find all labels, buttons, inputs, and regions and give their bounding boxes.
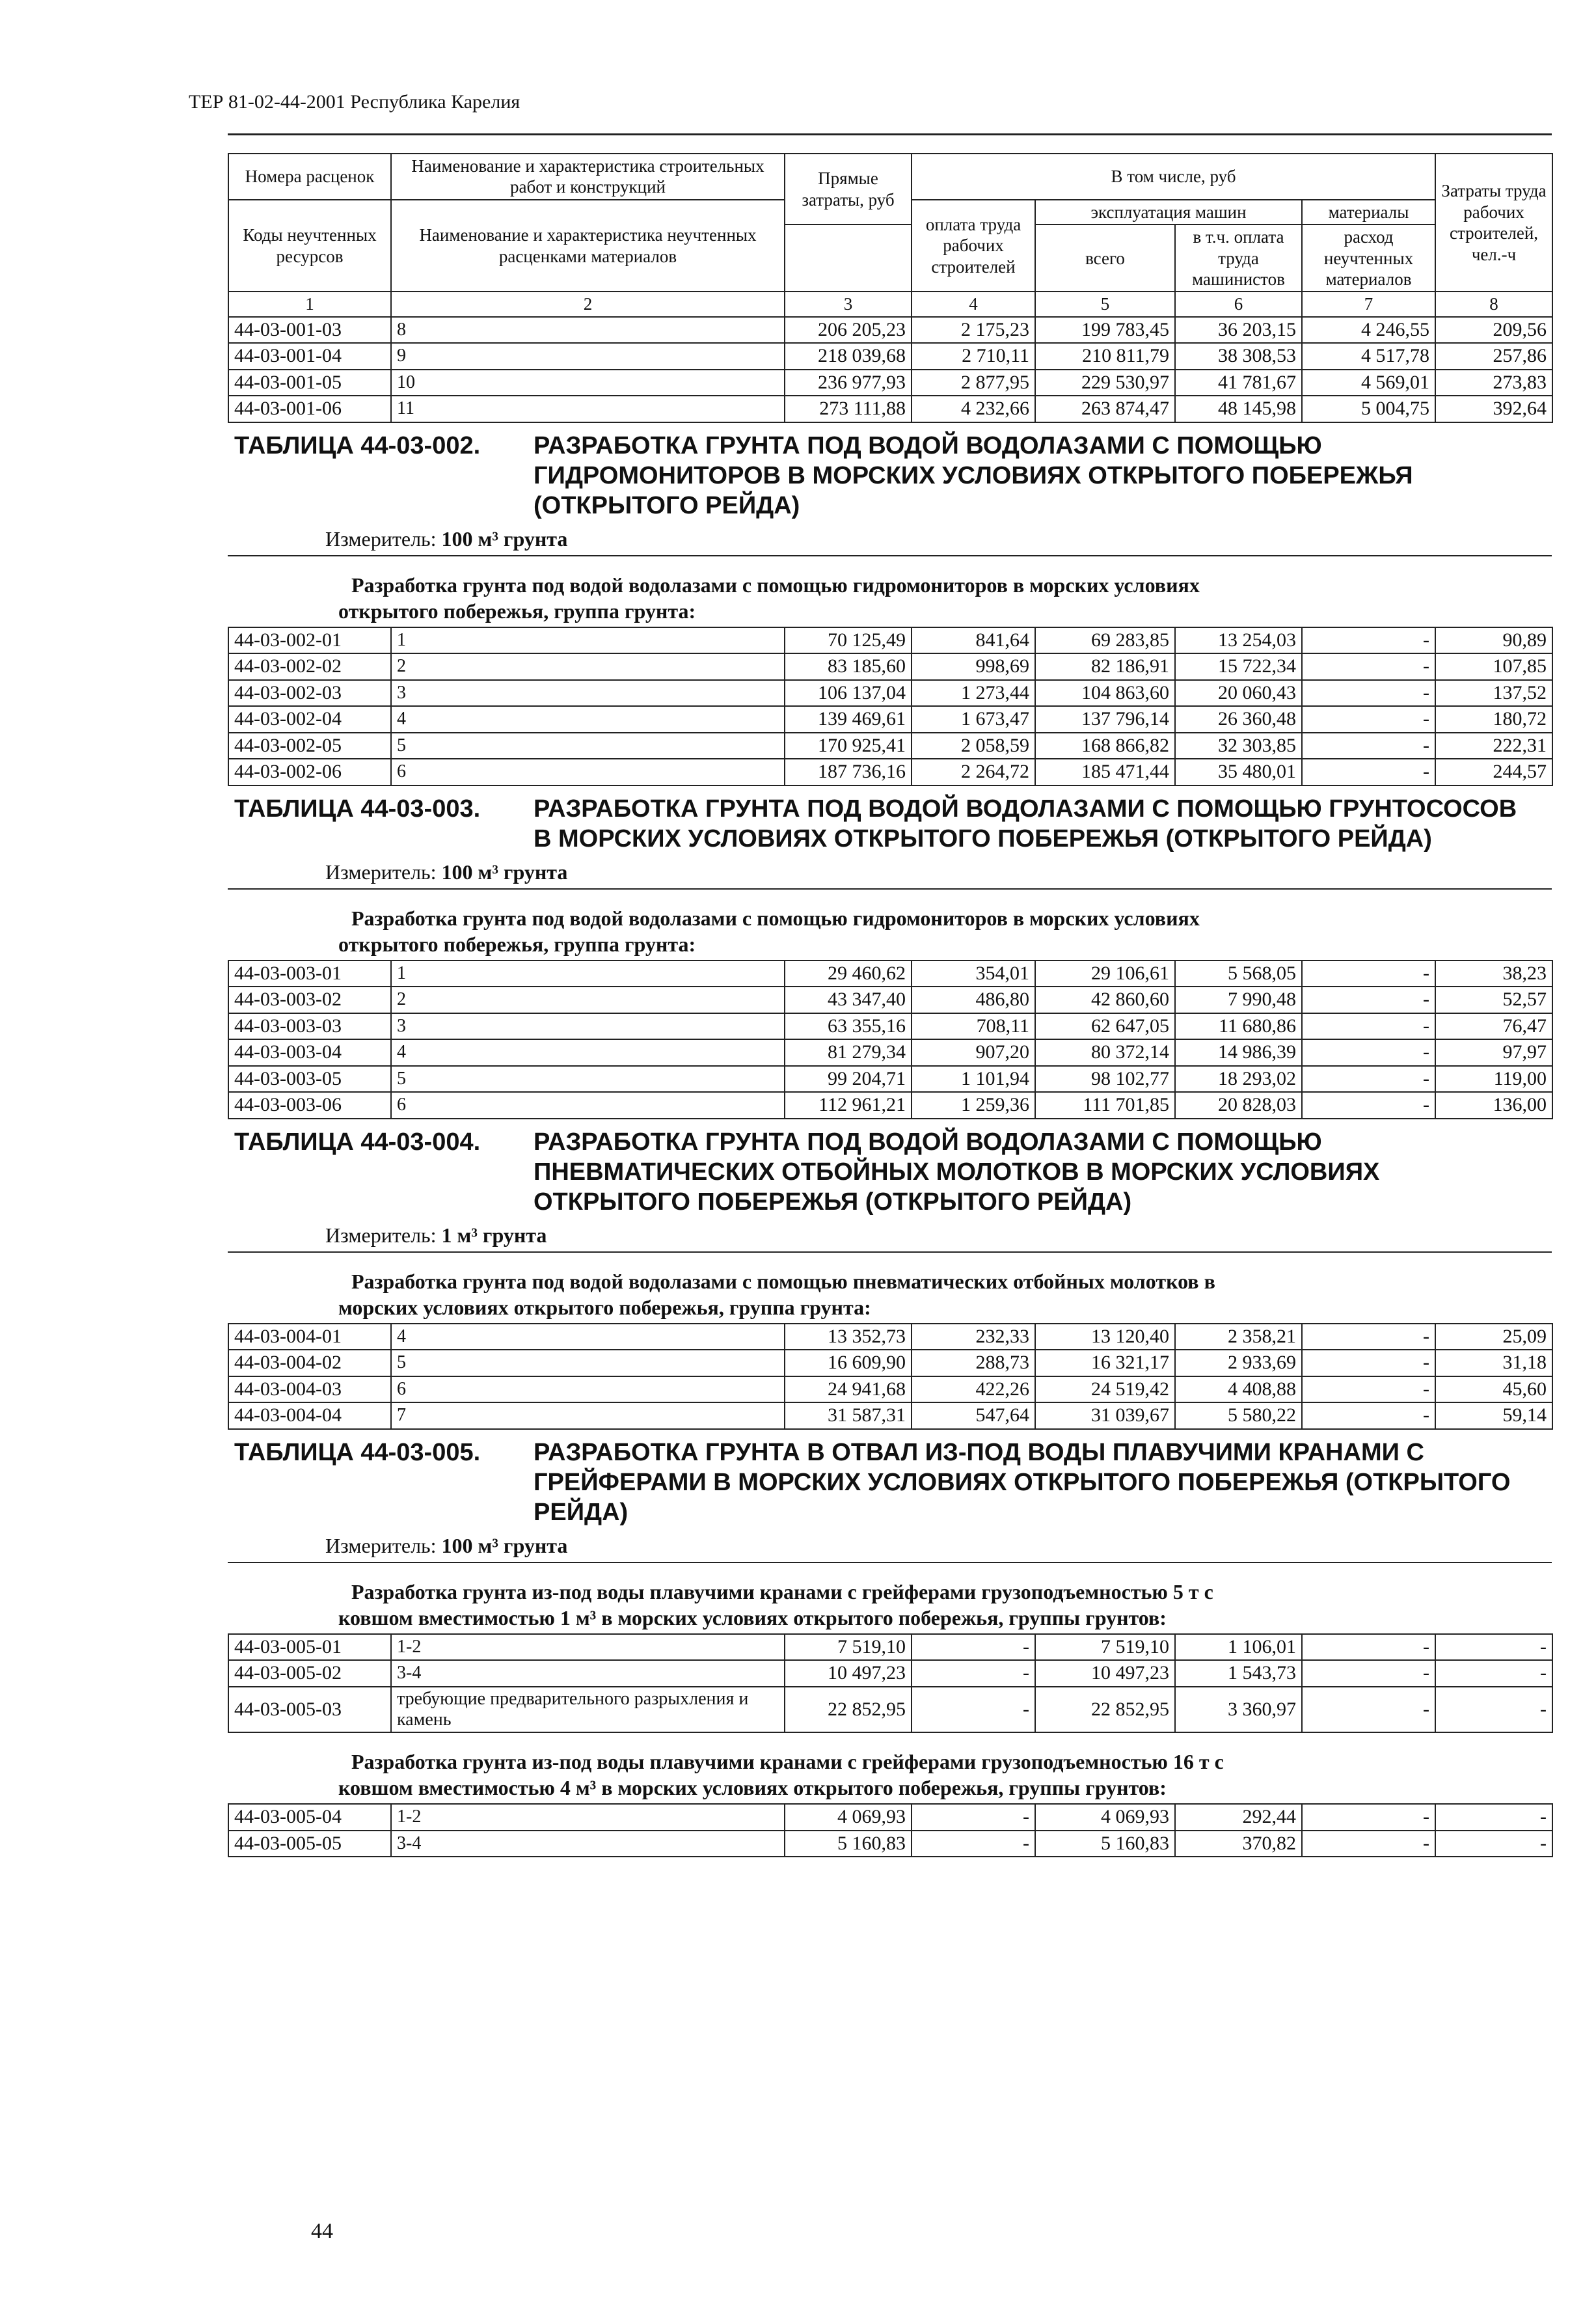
rate-code-cell: 44-03-004-03 [228, 1376, 391, 1403]
table-row [228, 1350, 1552, 1376]
operator-wages-cell: 15 722,34 [1175, 653, 1302, 680]
work-name-cell: 2 [391, 987, 785, 1013]
table-row [228, 1013, 1552, 1040]
rate-code-cell: 44-03-005-04 [228, 1804, 391, 1831]
direct-costs-cell: 22 852,95 [785, 1687, 912, 1732]
materials-cell: 5 004,75 [1302, 396, 1435, 422]
rate-code-cell: 44-03-002-01 [228, 627, 391, 654]
direct-costs-cell: 273 111,88 [785, 396, 912, 422]
labor-costs-cell: 209,56 [1435, 317, 1552, 344]
labor-costs-cell: 392,64 [1435, 396, 1552, 422]
col-work-name-header: Наименование и характеристика строительных работ и конструкций [391, 154, 785, 200]
materials-cell: - [1302, 1831, 1435, 1857]
operator-wages-cell: 4 408,88 [1175, 1376, 1302, 1403]
labor-costs-cell: 52,57 [1435, 987, 1552, 1013]
work-name-cell: 3-4 [391, 1831, 785, 1857]
col-machines-total-header: всего [1035, 225, 1175, 292]
direct-costs-cell: 5 160,83 [785, 1831, 912, 1857]
machines-total-cell: 29 106,61 [1035, 961, 1175, 987]
section-title [228, 1430, 1552, 1527]
machines-total-cell: 69 283,85 [1035, 627, 1175, 654]
materials-cell: - [1302, 1324, 1435, 1350]
materials-cell: - [1302, 1634, 1435, 1661]
materials-cell: - [1302, 653, 1435, 680]
labor-costs-cell: 31,18 [1435, 1350, 1552, 1376]
group-heading-line: Разработка грунта из-под воды плавучими кранами с грейферами грузоподъемностью 16 т с [351, 1750, 1224, 1774]
work-name-cell: 8 [391, 317, 785, 344]
materials-cell: - [1302, 1350, 1435, 1376]
operator-wages-cell: 41 781,67 [1175, 370, 1302, 396]
labor-costs-cell: 45,60 [1435, 1376, 1552, 1403]
worker-wages-cell: 2 710,11 [912, 343, 1035, 370]
col-rate-number-header: Номера расценок [228, 154, 391, 200]
rate-code-cell: 44-03-002-04 [228, 706, 391, 733]
labor-costs-cell: 90,89 [1435, 627, 1552, 654]
table-row [228, 706, 1552, 733]
materials-cell: - [1302, 1402, 1435, 1429]
rates-page [228, 153, 1552, 1857]
operator-wages-cell: 3 360,97 [1175, 1687, 1302, 1732]
direct-costs-cell: 139 469,61 [785, 706, 912, 733]
rate-code-cell: 44-03-003-04 [228, 1039, 391, 1066]
col-number: 5 [1035, 292, 1175, 316]
materials-cell: - [1302, 733, 1435, 759]
table-row [228, 1660, 1552, 1687]
operator-wages-cell: 20 828,03 [1175, 1092, 1302, 1119]
work-name-cell: 7 [391, 1402, 785, 1429]
rate-code-cell: 44-03-003-03 [228, 1013, 391, 1040]
section-title-text: РАЗРАБОТКА ГРУНТА В ОТВАЛ ИЗ-ПОД ВОДЫ ПЛАВУЧИМИ КРАНАМИ С ГРЕЙФЕРАМИ В МОРСКИХ УСЛОВИЯХ ОТКРЫТОГО ПОБЕРЕЖЬЯ (ОТКРЫТОГО РЕЙДА) [534, 1438, 1511, 1526]
table-row [228, 317, 1552, 344]
worker-wages-cell: - [912, 1804, 1035, 1831]
group-heading-line: Разработка грунта из-под воды плавучими кранами с грейферами грузоподъемностью 5 т с [351, 1579, 1213, 1603]
worker-wages-cell: 486,80 [912, 987, 1035, 1013]
rates-table [228, 627, 1553, 786]
table-row [228, 370, 1552, 396]
rates-table [228, 1803, 1553, 1857]
section-label: ТАБЛИЦА 44-03-004. [234, 1128, 481, 1156]
machines-total-cell: 7 519,10 [1035, 1634, 1175, 1661]
worker-wages-cell: 547,64 [912, 1402, 1035, 1429]
worker-wages-cell: 422,26 [912, 1376, 1035, 1403]
unit-line [228, 1217, 1552, 1253]
rates-table [228, 1633, 1553, 1733]
materials-cell: - [1302, 961, 1435, 987]
worker-wages-cell: 2 264,72 [912, 759, 1035, 785]
direct-costs-cell: 10 497,23 [785, 1660, 912, 1687]
section-label: ТАБЛИЦА 44-03-003. [234, 795, 481, 823]
work-name-cell: 5 [391, 1066, 785, 1093]
rate-code-cell: 44-03-005-01 [228, 1634, 391, 1661]
group-heading [228, 1253, 1552, 1323]
table-row [228, 627, 1552, 654]
col-material-consumption-header: расход неучтенных материалов [1302, 225, 1435, 292]
col-number: 8 [1435, 292, 1552, 316]
operator-wages-cell: 18 293,02 [1175, 1066, 1302, 1093]
worker-wages-cell: 1 259,36 [912, 1092, 1035, 1119]
labor-costs-cell: 107,85 [1435, 653, 1552, 680]
table-row [228, 733, 1552, 759]
machines-total-cell: 111 701,85 [1035, 1092, 1175, 1119]
rate-code-cell: 44-03-001-03 [228, 317, 391, 344]
materials-cell: - [1302, 1013, 1435, 1040]
rate-code-cell: 44-03-003-05 [228, 1066, 391, 1093]
table-row [228, 987, 1552, 1013]
table-row [228, 1831, 1552, 1857]
labor-costs-cell: - [1435, 1831, 1552, 1857]
machines-total-cell: 24 519,42 [1035, 1376, 1175, 1403]
labor-costs-cell: 136,00 [1435, 1092, 1552, 1119]
worker-wages-cell: 998,69 [912, 653, 1035, 680]
work-name-cell: 11 [391, 396, 785, 422]
rate-code-cell: 44-03-002-02 [228, 653, 391, 680]
rate-code-cell: 44-03-001-06 [228, 396, 391, 422]
unit-line [228, 521, 1552, 556]
section-label: ТАБЛИЦА 44-03-005. [234, 1438, 481, 1466]
worker-wages-cell: 2 058,59 [912, 733, 1035, 759]
work-name-cell: 3-4 [391, 1660, 785, 1687]
direct-costs-cell: 43 347,40 [785, 987, 912, 1013]
operator-wages-cell: 32 303,85 [1175, 733, 1302, 759]
work-name-cell: 5 [391, 1350, 785, 1376]
section-title [228, 786, 1552, 854]
group-heading [228, 556, 1552, 627]
table-row [228, 1092, 1552, 1119]
operator-wages-cell: 36 203,15 [1175, 317, 1302, 344]
operator-wages-cell: 2 933,69 [1175, 1350, 1302, 1376]
machines-total-cell: 31 039,67 [1035, 1402, 1175, 1429]
col-number: 7 [1302, 292, 1435, 316]
worker-wages-cell: 907,20 [912, 1039, 1035, 1066]
page-number: 44 [311, 2219, 333, 2243]
operator-wages-cell: 26 360,48 [1175, 706, 1302, 733]
worker-wages-cell: 1 101,94 [912, 1066, 1035, 1093]
group-heading [228, 1733, 1552, 1803]
machines-total-cell: 10 497,23 [1035, 1660, 1175, 1687]
rate-code-cell: 44-03-005-03 [228, 1687, 391, 1732]
col-number: 2 [391, 292, 785, 316]
direct-costs-cell: 187 736,16 [785, 759, 912, 785]
rates-table [228, 1323, 1553, 1430]
operator-wages-cell: 5 568,05 [1175, 961, 1302, 987]
unit-value: 100 м³ грунта [441, 526, 568, 551]
labor-costs-cell: 76,47 [1435, 1013, 1552, 1040]
work-name-cell: 5 [391, 733, 785, 759]
materials-cell: - [1302, 627, 1435, 654]
work-name-cell: 4 [391, 1324, 785, 1350]
worker-wages-cell: 288,73 [912, 1350, 1035, 1376]
materials-cell: - [1302, 987, 1435, 1013]
rate-code-cell: 44-03-003-06 [228, 1092, 391, 1119]
table-row [228, 1634, 1552, 1661]
machines-total-cell: 199 783,45 [1035, 317, 1175, 344]
group-heading-line: морских условиях открытого побережья, группа грунта: [338, 1295, 871, 1319]
table-row [228, 961, 1552, 987]
table-row [228, 1687, 1552, 1732]
col-number: 3 [785, 292, 912, 316]
machines-total-cell: 13 120,40 [1035, 1324, 1175, 1350]
machines-total-cell: 5 160,83 [1035, 1831, 1175, 1857]
worker-wages-cell: 2 877,95 [912, 370, 1035, 396]
section-title-text: РАЗРАБОТКА ГРУНТА ПОД ВОДОЙ ВОДОЛАЗАМИ С ПОМОЩЬЮ ГРУНТОСОСОВ В МОРСКИХ УСЛОВИЯХ ОТКРЫТОГО ПОБЕРЕЖЬЯ (ОТКРЫТОГО РЕЙДА) [534, 795, 1517, 852]
rate-code-cell: 44-03-001-05 [228, 370, 391, 396]
rate-code-cell: 44-03-002-03 [228, 680, 391, 707]
direct-costs-cell: 170 925,41 [785, 733, 912, 759]
work-name-cell: 1-2 [391, 1634, 785, 1661]
materials-cell: - [1302, 680, 1435, 707]
unit-label: Измеритель: [325, 860, 437, 884]
work-name-cell: 4 [391, 1039, 785, 1066]
materials-cell: 4 569,01 [1302, 370, 1435, 396]
table-row [228, 759, 1552, 785]
labor-costs-cell: 97,97 [1435, 1039, 1552, 1066]
rate-code-cell: 44-03-005-05 [228, 1831, 391, 1857]
unit-value: 1 м³ грунта [441, 1223, 547, 1247]
col-resource-codes-header: Коды неучтенных ресурсов [228, 200, 391, 292]
work-name-cell: 6 [391, 1376, 785, 1403]
labor-costs-cell: 222,31 [1435, 733, 1552, 759]
col-operator-wages-header: в т.ч. оплата труда машинистов [1175, 225, 1302, 292]
group-heading-line: Разработка грунта под водой водолазами с помощью гидромониторов в морских условиях [351, 906, 1200, 930]
worker-wages-cell: - [912, 1660, 1035, 1687]
work-name-cell: 6 [391, 1092, 785, 1119]
unit-value: 100 м³ грунта [441, 1533, 568, 1557]
materials-cell: 4 246,55 [1302, 317, 1435, 344]
table-row [228, 680, 1552, 707]
col-number: 6 [1175, 292, 1302, 316]
operator-wages-cell: 370,82 [1175, 1831, 1302, 1857]
work-name-cell: 6 [391, 759, 785, 785]
labor-costs-cell: - [1435, 1804, 1552, 1831]
work-name-cell: требующие предварительного разрыхления и камень [391, 1687, 785, 1732]
operator-wages-cell: 2 358,21 [1175, 1324, 1302, 1350]
machines-total-cell: 22 852,95 [1035, 1687, 1175, 1732]
col-labor-costs-header: Затраты труда рабочих строителей, чел.-ч [1435, 154, 1552, 292]
labor-costs-cell: - [1435, 1660, 1552, 1687]
operator-wages-cell: 20 060,43 [1175, 680, 1302, 707]
operator-wages-cell: 35 480,01 [1175, 759, 1302, 785]
direct-costs-cell: 13 352,73 [785, 1324, 912, 1350]
rates-table [228, 960, 1553, 1119]
worker-wages-cell: 1 673,47 [912, 706, 1035, 733]
table-row [228, 1039, 1552, 1066]
operator-wages-cell: 5 580,22 [1175, 1402, 1302, 1429]
rate-code-cell: 44-03-001-04 [228, 343, 391, 370]
worker-wages-cell: - [912, 1831, 1035, 1857]
document-header: ТЕР 81-02-44-2001 Республика Карелия [189, 91, 521, 113]
rate-code-cell: 44-03-002-05 [228, 733, 391, 759]
machines-total-cell: 210 811,79 [1035, 343, 1175, 370]
direct-costs-cell: 106 137,04 [785, 680, 912, 707]
direct-costs-cell: 7 519,10 [785, 1634, 912, 1661]
rate-code-cell: 44-03-004-01 [228, 1324, 391, 1350]
labor-costs-cell: 119,00 [1435, 1066, 1552, 1093]
direct-costs-cell: 16 609,90 [785, 1350, 912, 1376]
direct-costs-cell: 4 069,93 [785, 1804, 912, 1831]
direct-costs-cell: 70 125,49 [785, 627, 912, 654]
col-direct-costs-header: Прямые затраты, руб [785, 154, 912, 225]
group-heading-line: ковшом вместимостью 1 м³ в морских условиях открытого побережья, группы грунтов: [338, 1605, 1167, 1630]
work-name-cell: 10 [391, 370, 785, 396]
worker-wages-cell: 2 175,23 [912, 317, 1035, 344]
labor-costs-cell: 25,09 [1435, 1324, 1552, 1350]
group-heading [228, 1563, 1552, 1633]
worker-wages-cell: - [912, 1634, 1035, 1661]
group-heading-line: открытого побережья, группа грунта: [338, 932, 696, 956]
section-title [228, 423, 1552, 521]
rate-code-cell: 44-03-003-01 [228, 961, 391, 987]
worker-wages-cell: - [912, 1687, 1035, 1732]
machines-total-cell: 104 863,60 [1035, 680, 1175, 707]
materials-cell: - [1302, 1660, 1435, 1687]
rate-code-cell: 44-03-005-02 [228, 1660, 391, 1687]
unit-label: Измеритель: [325, 526, 437, 551]
operator-wages-cell: 7 990,48 [1175, 987, 1302, 1013]
sections-container [228, 423, 1552, 1857]
work-name-cell: 1 [391, 627, 785, 654]
col-materials-name-header: Наименование и характеристика неучтенных расценками материалов [391, 200, 785, 292]
materials-cell: - [1302, 1039, 1435, 1066]
direct-costs-cell: 112 961,21 [785, 1092, 912, 1119]
col-materials-header: материалы [1302, 200, 1435, 225]
table-row [228, 1376, 1552, 1403]
operator-wages-cell: 292,44 [1175, 1804, 1302, 1831]
section-title-text: РАЗРАБОТКА ГРУНТА ПОД ВОДОЙ ВОДОЛАЗАМИ С ПОМОЩЬЮ ГИДРОМОНИТОРОВ В МОРСКИХ УСЛОВИЯХ ОТКРЫТОГО ПОБЕРЕЖЬЯ (ОТКРЫТОГО РЕЙДА) [534, 431, 1413, 519]
col-number: 1 [228, 292, 391, 316]
direct-costs-cell: 206 205,23 [785, 317, 912, 344]
machines-total-cell: 229 530,97 [1035, 370, 1175, 396]
labor-costs-cell: 59,14 [1435, 1402, 1552, 1429]
labor-costs-cell: 273,83 [1435, 370, 1552, 396]
materials-cell: - [1302, 1066, 1435, 1093]
direct-costs-cell: 218 039,68 [785, 343, 912, 370]
table-row [228, 1324, 1552, 1350]
group-heading [228, 890, 1552, 960]
work-name-cell: 1-2 [391, 1804, 785, 1831]
rate-code-cell: 44-03-002-06 [228, 759, 391, 785]
machines-total-cell: 263 874,47 [1035, 396, 1175, 422]
worker-wages-cell: 1 273,44 [912, 680, 1035, 707]
worker-wages-cell: 841,64 [912, 627, 1035, 654]
machines-total-cell: 82 186,91 [1035, 653, 1175, 680]
operator-wages-cell: 1 106,01 [1175, 1634, 1302, 1661]
materials-cell: - [1302, 1804, 1435, 1831]
rate-code-cell: 44-03-004-02 [228, 1350, 391, 1376]
section-title-text: РАЗРАБОТКА ГРУНТА ПОД ВОДОЙ ВОДОЛАЗАМИ С ПОМОЩЬЮ ПНЕВМАТИЧЕСКИХ ОТБОЙНЫХ МОЛОТКОВ В МОРСКИХ УСЛОВИЯХ ОТКРЫТОГО ПОБЕРЕЖЬЯ (ОТКРЫТОГО РЕЙДА) [534, 1128, 1380, 1216]
group-heading-line: Разработка грунта под водой водолазами с помощью пневматических отбойных молотков в [351, 1269, 1215, 1293]
operator-wages-cell: 1 543,73 [1175, 1660, 1302, 1687]
col-worker-wages-header: оплата труда рабочих строителей [912, 200, 1035, 292]
direct-costs-cell: 83 185,60 [785, 653, 912, 680]
work-name-cell: 1 [391, 961, 785, 987]
table-row [228, 343, 1552, 370]
machines-total-cell: 62 647,05 [1035, 1013, 1175, 1040]
machines-total-cell: 168 866,82 [1035, 733, 1175, 759]
direct-costs-cell: 99 204,71 [785, 1066, 912, 1093]
work-name-cell: 3 [391, 680, 785, 707]
labor-costs-cell: 257,86 [1435, 343, 1552, 370]
unit-label: Измеритель: [325, 1223, 437, 1247]
materials-cell: - [1302, 1376, 1435, 1403]
machines-total-cell: 42 860,60 [1035, 987, 1175, 1013]
labor-costs-cell: - [1435, 1687, 1552, 1732]
worker-wages-cell: 354,01 [912, 961, 1035, 987]
rates-table-header [228, 153, 1553, 423]
machines-total-cell: 98 102,77 [1035, 1066, 1175, 1093]
operator-wages-cell: 11 680,86 [1175, 1013, 1302, 1040]
header-divider [228, 133, 1552, 135]
direct-costs-cell: 24 941,68 [785, 1376, 912, 1403]
section-title [228, 1119, 1552, 1217]
work-name-cell: 3 [391, 1013, 785, 1040]
rate-code-cell: 44-03-003-02 [228, 987, 391, 1013]
table-row [228, 396, 1552, 422]
group-heading-line: Разработка грунта под водой водолазами с помощью гидромониторов в морских условиях [351, 573, 1200, 597]
unit-value: 100 м³ грунта [441, 860, 568, 884]
work-name-cell: 2 [391, 653, 785, 680]
worker-wages-cell: 232,33 [912, 1324, 1035, 1350]
work-name-cell: 4 [391, 706, 785, 733]
worker-wages-cell: 4 232,66 [912, 396, 1035, 422]
labor-costs-cell: 38,23 [1435, 961, 1552, 987]
col-number: 4 [912, 292, 1035, 316]
unit-line [228, 854, 1552, 890]
machines-total-cell: 4 069,93 [1035, 1804, 1175, 1831]
table-row [228, 1402, 1552, 1429]
work-name-cell: 9 [391, 343, 785, 370]
first-rows [228, 317, 1552, 422]
materials-cell: 4 517,78 [1302, 343, 1435, 370]
operator-wages-cell: 13 254,03 [1175, 627, 1302, 654]
machines-total-cell: 16 321,17 [1035, 1350, 1175, 1376]
machines-total-cell: 80 372,14 [1035, 1039, 1175, 1066]
table-row [228, 1804, 1552, 1831]
labor-costs-cell: - [1435, 1634, 1552, 1661]
machines-total-cell: 137 796,14 [1035, 706, 1175, 733]
direct-costs-cell: 63 355,16 [785, 1013, 912, 1040]
table-row [228, 1066, 1552, 1093]
operator-wages-cell: 48 145,98 [1175, 396, 1302, 422]
col-machines-header: эксплуатация машин [1035, 200, 1302, 225]
direct-costs-cell: 29 460,62 [785, 961, 912, 987]
col-including-header: В том числе, руб [912, 154, 1435, 200]
direct-costs-cell: 81 279,34 [785, 1039, 912, 1066]
direct-costs-cell: 31 587,31 [785, 1402, 912, 1429]
worker-wages-cell: 708,11 [912, 1013, 1035, 1040]
rate-code-cell: 44-03-004-04 [228, 1402, 391, 1429]
operator-wages-cell: 14 986,39 [1175, 1039, 1302, 1066]
labor-costs-cell: 244,57 [1435, 759, 1552, 785]
direct-costs-cell: 236 977,93 [785, 370, 912, 396]
machines-total-cell: 185 471,44 [1035, 759, 1175, 785]
materials-cell: - [1302, 759, 1435, 785]
materials-cell: - [1302, 1092, 1435, 1119]
materials-cell: - [1302, 706, 1435, 733]
unit-label: Измеритель: [325, 1533, 437, 1557]
group-heading-line: открытого побережья, группа грунта: [338, 599, 696, 623]
operator-wages-cell: 38 308,53 [1175, 343, 1302, 370]
group-heading-line: ковшом вместимостью 4 м³ в морских условиях открытого побережья, группы грунтов: [338, 1776, 1167, 1800]
table-row [228, 653, 1552, 680]
materials-cell: - [1302, 1687, 1435, 1732]
labor-costs-cell: 137,52 [1435, 680, 1552, 707]
unit-line [228, 1527, 1552, 1563]
section-label: ТАБЛИЦА 44-03-002. [234, 431, 481, 459]
labor-costs-cell: 180,72 [1435, 706, 1552, 733]
